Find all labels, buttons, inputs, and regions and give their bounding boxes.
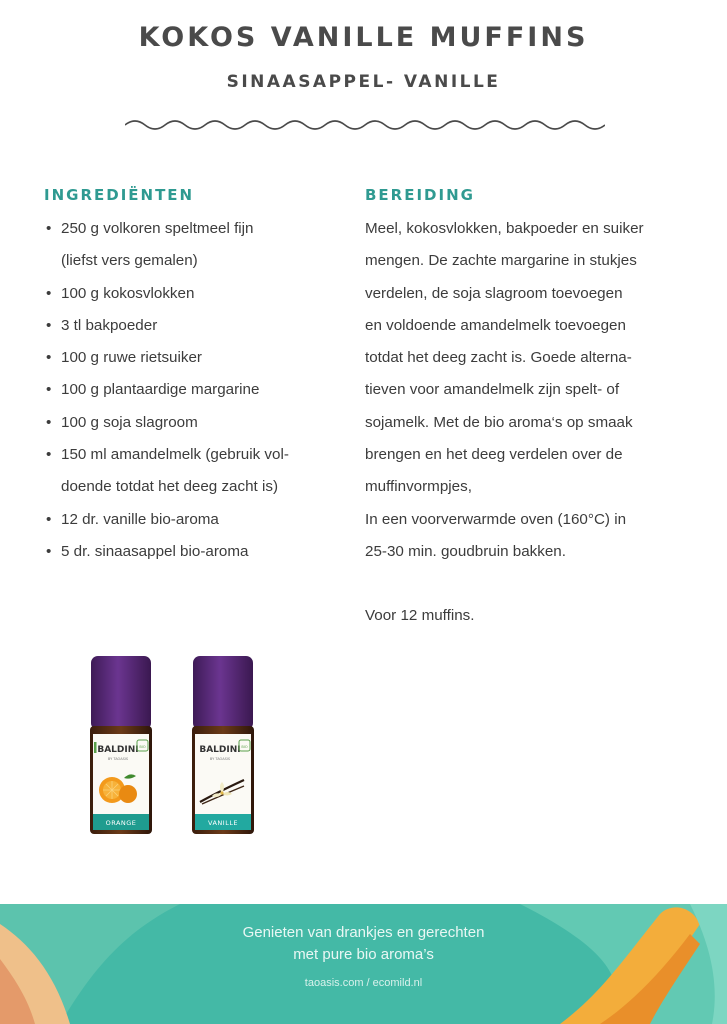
list-item: • 250 g volkoren speltmeel fijn	[46, 220, 254, 237]
ingredients-heading: INGREDIËNTEN	[44, 186, 195, 204]
preparation-heading: BEREIDING	[365, 186, 475, 204]
recipe-subtitle: SINAASAPPEL- VANILLE	[226, 72, 501, 92]
list-item: • 100 g plantaardige margarine	[46, 381, 260, 399]
ingredients-list	[44, 213, 344, 568]
list-item: • 100 g kokosvlokken	[46, 284, 195, 302]
list-item: (liefst vers gemalen)	[61, 252, 198, 270]
list-item: • 12 dr. vanille bio-aroma	[46, 510, 219, 528]
footer-website: taoasis.com / ecomild.nl	[304, 977, 423, 989]
recipe-title: KOKOS VANILLE MUFFINS	[138, 22, 589, 53]
list-item: • 3 tl bakpoeder	[46, 316, 158, 334]
orange-aroma-bottle	[88, 656, 154, 836]
bio-badge: BIO	[241, 745, 248, 749]
product-label: VANILLE	[207, 819, 239, 827]
footer-tagline: Genieten van drankjes en gerechten met pure bio aroma’s	[242, 924, 485, 963]
brand-sub-text: BY TAOASIS	[107, 757, 129, 761]
vanilla-aroma-bottle	[190, 656, 256, 836]
brand-text: BALDINI	[97, 745, 139, 755]
brand-sub-text: BY TAOASIS	[209, 757, 231, 761]
brand-text: BALDINI	[199, 745, 241, 755]
list-item: • 100 g soja slagroom	[46, 413, 198, 431]
list-item: • 100 g ruwe rietsuiker	[46, 349, 202, 367]
list-item: doende totdat het deeg zacht is)	[61, 478, 279, 496]
product-label: ORANGE	[105, 819, 137, 827]
yield-text: Voor 12 muffins.	[365, 607, 475, 625]
footer-banner	[0, 904, 727, 1024]
list-item: • 150 ml amandelmelk (gebruik vol-	[46, 446, 289, 464]
list-item: • 5 dr. sinaasappel bio-aroma	[46, 542, 249, 560]
bio-badge: BIO	[139, 745, 146, 749]
wave-divider	[125, 115, 605, 135]
preparation-text: Meel, kokosvlokken, bakpoeder en suiker mengen. De zachte margarine in stukjes verdelen, de soja slagroom toevoegen en voldoende amandelmelk toevoegen totdat het deeg zacht is. Goede alterna- tieven voor amandelmelk zijn spelt- of sojamelk. Met de bio aroma‘s op smaak brengen en het deeg verdelen over de muffinvormpjes, In een voorverwarmde oven (160°C) in 25-30 min. goudbruin bakken. Voor 12 muffins.	[365, 213, 715, 633]
